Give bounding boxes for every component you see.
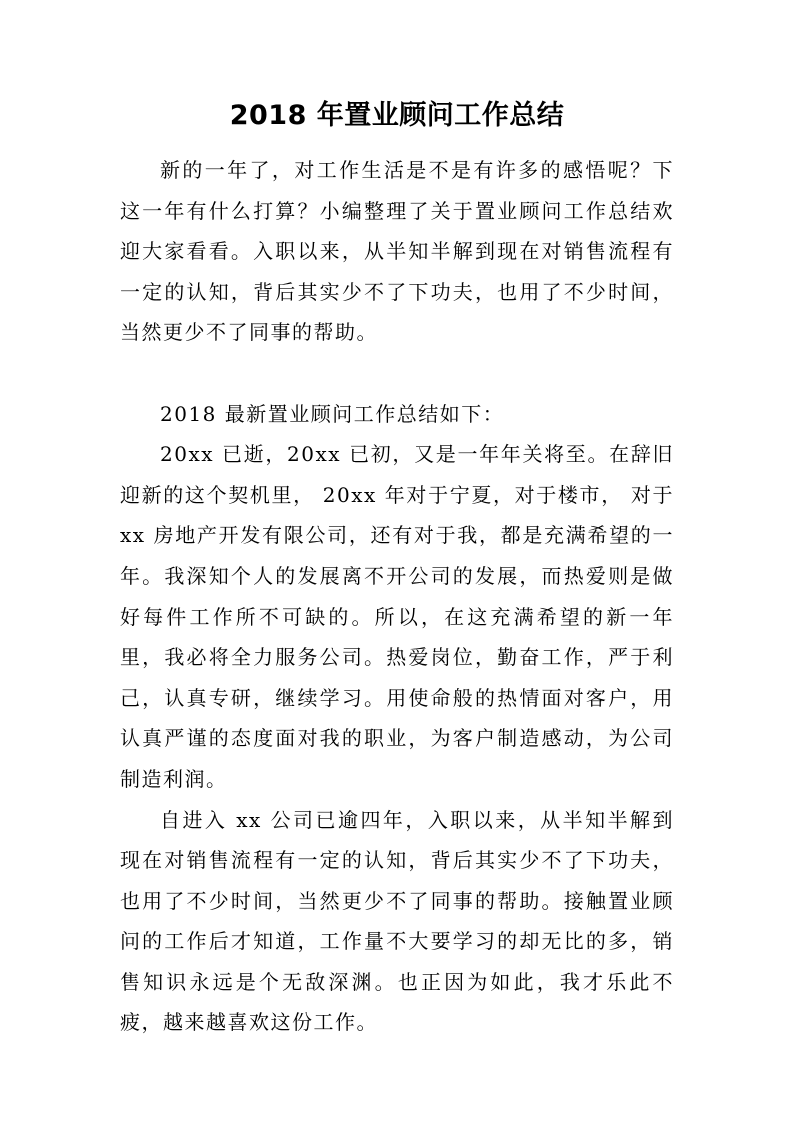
paragraph-year-review: 20xx 已逝，20xx 已初，又是一年年关将至。在辞旧迎新的这个契机里， 20xx 年对于宁夏，对于楼市， 对于 xx 房地产开发有限公司，还有对于我，都是充满希望的一年。我深知个人的发展离不开公司的发展，而热爱则是做好每件工作所不可缺的。所以，在这充满希望的新一年里，我必将全力服务公司。热爱岗位，勤奋工作，严于利己，认真专研，继续学习。用使命般的热情面对客户，用认真严谨的态度面对我的职业，为客户制造感动，为公司制造利润。 [120, 442, 674, 791]
paragraph-intro: 新的一年了，对工作生活是不是有许多的感悟呢？下这一年有什么打算？小编整理了关于置业顾问工作总结欢迎大家看看。入职以来，从半知半解到现在对销售流程有一定的认知，背后其实少不了下功夫，也用了不少时间，当然更少不了同事的帮助。 [120, 158, 674, 345]
paragraph-experience: 自进入 xx 公司已逾四年，入职以来，从半知半解到现在对销售流程有一定的认知，背后其实少不了下功夫，也用了不少时间，当然更少不了同事的帮助。接触置业顾问的工作后才知道，工作量不大要学习的却无比的多，销售知识永远是个无敌深渊。也正因为如此，我才乐此不疲，越来越喜欢这份工作。 [120, 807, 674, 1035]
document-title: 2018 年置业顾问工作总结 [229, 100, 565, 131]
paragraph-heading: 2018 最新置业顾问工作总结如下： [160, 401, 505, 426]
document-body [120, 150, 674, 1043]
